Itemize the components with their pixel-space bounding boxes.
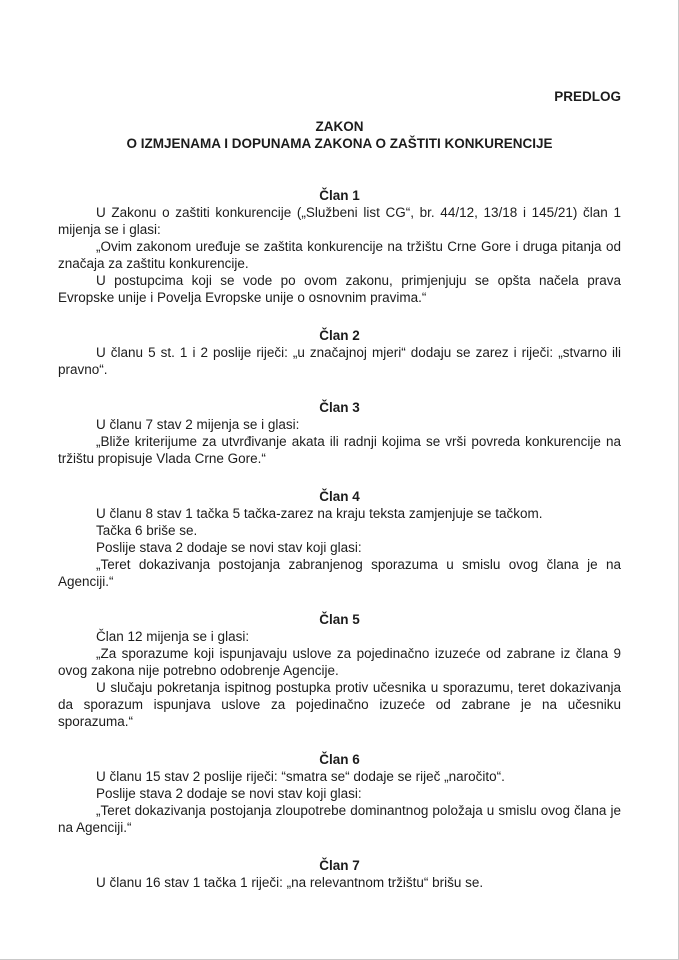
article-3 xyxy=(58,399,621,467)
article-paragraph: U članu 15 stav 2 poslije riječi: “smatra se“ dodaje se riječ „naročito“. xyxy=(96,769,505,784)
document-label: PREDLOG xyxy=(554,89,621,104)
article-paragraph: U postupcima koji se vode po ovom zakonu, primjenjuju se opšta načela prava Evropske unije i Povelja Evropske unije o osnovnim pravima.“ xyxy=(58,273,621,305)
article-5 xyxy=(58,611,621,730)
article-paragraph: U Zakonu o zaštiti konkurencije („Službeni list CG“, br. 44/12, 13/18 i 145/21) član 1 mijenja se i glasi: xyxy=(58,205,621,237)
article-paragraph: Poslije stava 2 dodaje se novi stav koji glasi: xyxy=(96,540,362,555)
article-paragraph: Poslije stava 2 dodaje se novi stav koji glasi: xyxy=(96,786,362,801)
article-paragraph: „Teret dokazivanja postojanja zloupotrebe dominantnog položaja u smislu ovog člana je na Agenciji.“ xyxy=(58,803,621,835)
document-title-sub: O IZMJENAMA I DOPUNAMA ZAKONA O ZAŠTITI KONKURENCIJE xyxy=(126,136,553,151)
article-paragraph: U članu 8 stav 1 tačka 5 tačka-zarez na kraju teksta zamjenjuje se tačkom. xyxy=(96,506,543,521)
document-title xyxy=(58,118,621,152)
article-heading: Član 2 xyxy=(319,328,360,343)
article-paragraph: „Ovim zakonom uređuje se zaštita konkurencije na tržištu Crne Gore i druga pitanja od značaja za zaštitu konkurencije. xyxy=(58,239,621,271)
article-6 xyxy=(58,751,621,836)
article-1 xyxy=(58,187,621,306)
article-paragraph: „Bliže kriterijume za utvrđivanje akata ili radnji kojima se vrši povreda konkurencije na tržištu propisuje Vlada Crne Gore.“ xyxy=(58,434,621,466)
article-paragraph: U članu 5 st. 1 i 2 poslije riječi: „u značajnoj mjeri“ dodaju se zarez i riječi: „stvarno ili pravno“. xyxy=(58,345,621,377)
article-paragraph: „Za sporazume koji ispunjavaju uslove za pojedinačno izuzeće od zabrane iz člana 9 ovog zakona nije potrebno odobrenje Agencije. xyxy=(58,646,621,678)
article-heading: Član 7 xyxy=(319,858,360,873)
article-heading: Član 6 xyxy=(319,752,360,767)
article-paragraph: U slučaju pokretanja ispitnog postupka protiv učesnika u sporazumu, teret dokazivanja da sporazum ispunjava uslove za pojedinačno izuzeće od zabrane je na učesniku sporazuma.“ xyxy=(58,680,621,729)
article-paragraph: „Teret dokazivanja postojanja zabranjenog sporazuma u smislu ovog člana je na Agenciji.“ xyxy=(58,557,621,589)
article-heading: Član 4 xyxy=(319,489,360,504)
document-title-main: ZAKON xyxy=(315,119,364,134)
article-paragraph: U članu 7 stav 2 mijenja se i glasi: xyxy=(96,417,300,432)
article-7 xyxy=(58,857,621,891)
article-paragraph: Član 12 mijenja se i glasi: xyxy=(96,629,250,644)
article-paragraph: Tačka 6 briše se. xyxy=(96,523,198,538)
article-4 xyxy=(58,488,621,590)
article-heading: Član 5 xyxy=(319,612,360,627)
article-heading: Član 1 xyxy=(319,188,360,203)
article-paragraph: U članu 16 stav 1 tačka 1 riječi: „na relevantnom tržištu“ brišu se. xyxy=(96,875,484,890)
article-heading: Član 3 xyxy=(319,400,360,415)
article-2 xyxy=(58,327,621,378)
